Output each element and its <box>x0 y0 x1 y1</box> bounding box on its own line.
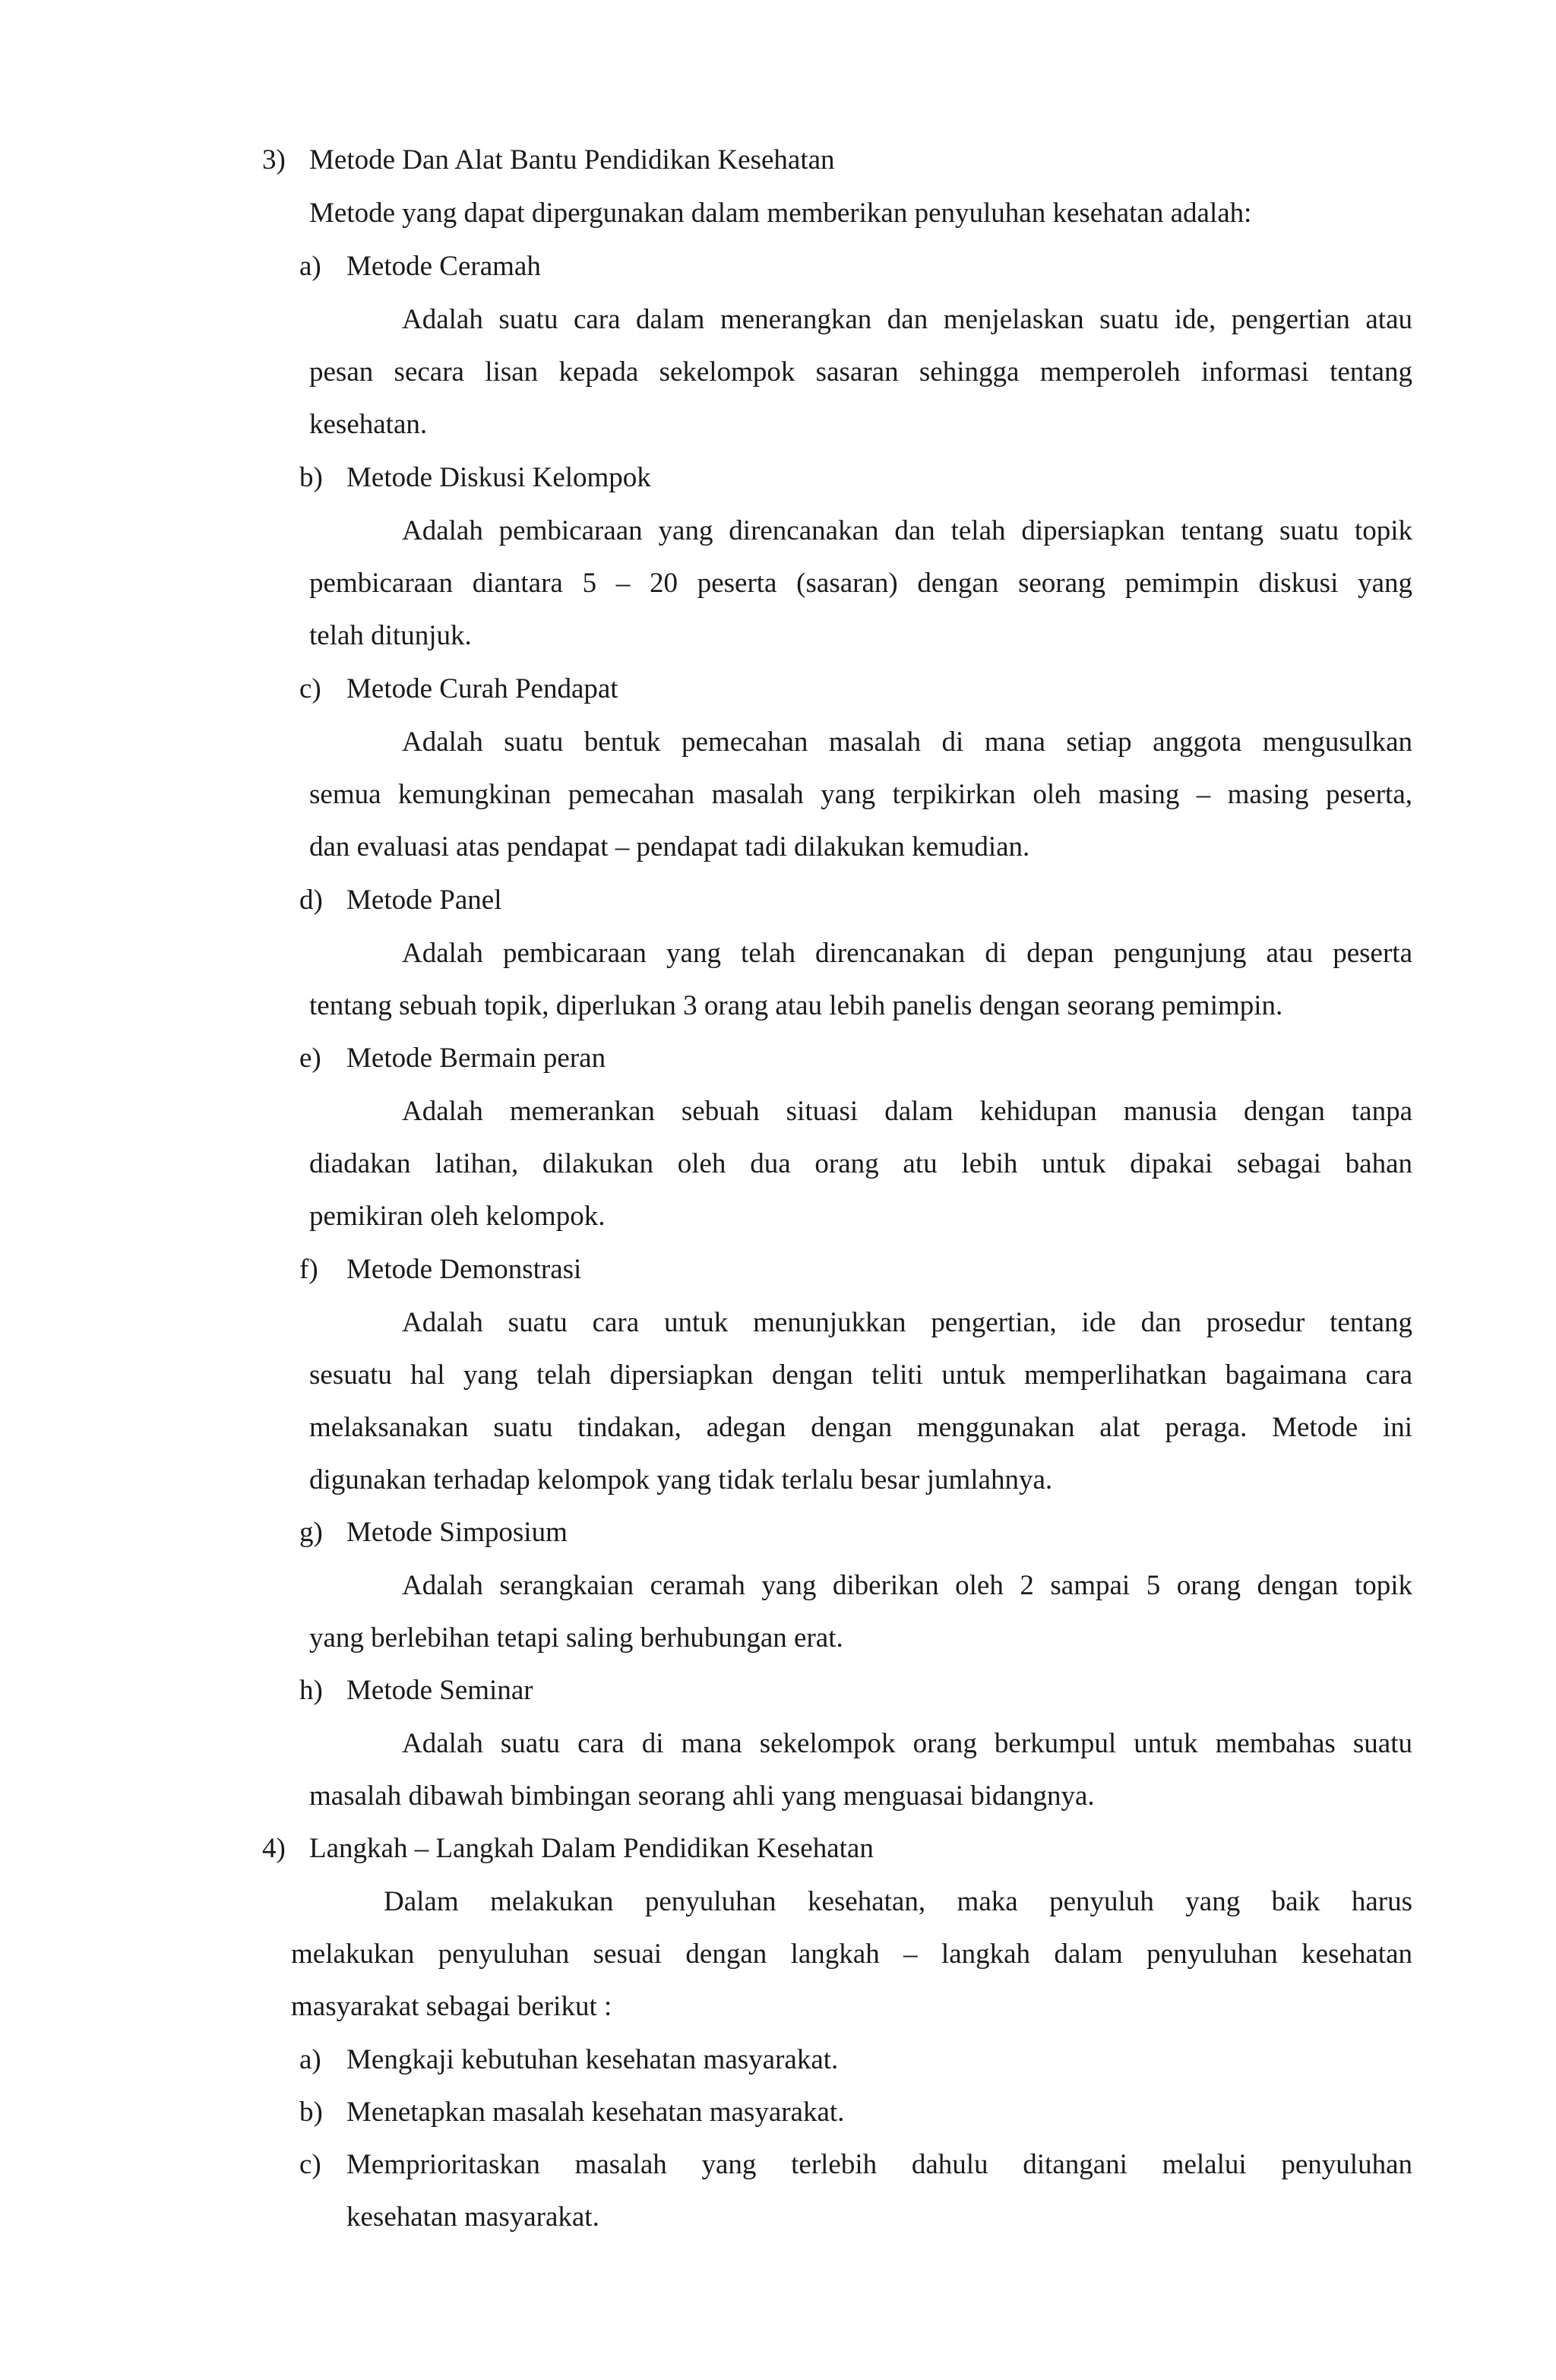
item-title: Metode Ceramah <box>346 251 541 282</box>
item-marker: f) <box>299 1254 318 1285</box>
item-marker: e) <box>299 1043 321 1074</box>
item-marker: a) <box>299 251 321 282</box>
step-text: kesehatan masyarakat. <box>346 2201 599 2233</box>
item-marker: c) <box>299 673 321 704</box>
paragraph-line: Dalam melakukan penyuluhan kesehatan, maka penyuluh yang baik harus <box>384 1886 1412 1917</box>
item-title: Metode Seminar <box>346 1675 533 1706</box>
paragraph-line: kesehatan. <box>309 409 428 440</box>
paragraph-line: melakukan penyuluhan sesuai dengan langkah – langkah dalam penyuluhan kesehatan <box>291 1938 1412 1970</box>
paragraph-line: pemikiran oleh kelompok. <box>309 1201 606 1232</box>
paragraph-line: dan evaluasi atas pendapat – pendapat tadi dilakukan kemudian. <box>309 831 1030 862</box>
section-3-heading: Metode Dan Alat Bantu Pendidikan Kesehatan <box>309 144 835 176</box>
paragraph-line: yang berlebihan tetapi saling berhubungan erat. <box>309 1622 843 1654</box>
paragraph-line: Adalah suatu cara dalam menerangkan dan menjelaskan suatu ide, pengertian atau <box>402 304 1412 335</box>
item-title: Metode Panel <box>346 885 502 916</box>
paragraph-line: tentang sebuah topik, diperlukan 3 orang atau lebih panelis dengan seorang pemimpin. <box>309 990 1283 1021</box>
item-title: Metode Bermain peran <box>346 1043 606 1074</box>
paragraph-line: pembicaraan diantara 5 – 20 peserta (sasaran) dengan seorang pemimpin diskusi yang <box>309 568 1412 599</box>
paragraph-line: Adalah pembicaraan yang telah direncanakan di depan pengunjung atau peserta <box>402 938 1412 969</box>
paragraph-line: masyarakat sebagai berikut : <box>291 1991 612 2022</box>
step-text: Mengkaji kebutuhan kesehatan masyarakat. <box>346 2044 839 2075</box>
paragraph-line: telah ditunjuk. <box>309 620 472 651</box>
section-4-number: 4) <box>262 1833 286 1864</box>
paragraph-line: melaksanakan suatu tindakan, adegan dengan menggunakan alat peraga. Metode ini <box>309 1412 1412 1443</box>
item-title: Metode Simposium <box>346 1517 568 1548</box>
item-title: Metode Diskusi Kelompok <box>346 462 651 493</box>
paragraph-line: Adalah memerankan sebuah situasi dalam kehidupan manusia dengan tanpa <box>402 1096 1412 1127</box>
step-marker: a) <box>299 2044 321 2075</box>
section-4-heading: Langkah – Langkah Dalam Pendidikan Kesehatan <box>309 1833 874 1864</box>
item-marker: d) <box>299 885 323 916</box>
paragraph-line: Adalah suatu cara untuk menunjukkan pengertian, ide dan prosedur tentang <box>402 1307 1412 1338</box>
paragraph-line: Adalah serangkaian ceramah yang diberikan oleh 2 sampai 5 orang dengan topik <box>402 1570 1412 1601</box>
paragraph-line: pesan secara lisan kepada sekelompok sasaran sehingga memperoleh informasi tentang <box>309 356 1412 388</box>
section-3-number: 3) <box>262 144 286 176</box>
paragraph-line: diadakan latihan, dilakukan oleh dua orang atu lebih untuk dipakai sebagai bahan <box>309 1148 1412 1179</box>
paragraph-line: sesuatu hal yang telah dipersiapkan dengan teliti untuk memperlihatkan bagaimana cara <box>309 1359 1412 1391</box>
step-text: Menetapkan masalah kesehatan masyarakat. <box>346 2097 845 2128</box>
item-title: Metode Demonstrasi <box>346 1254 582 1285</box>
item-marker: h) <box>299 1675 323 1706</box>
paragraph-line: digunakan terhadap kelompok yang tidak terlalu besar jumlahnya. <box>309 1464 1053 1495</box>
step-text: Memprioritaskan masalah yang terlebih dahulu ditangani melalui penyuluhan <box>346 2149 1412 2180</box>
step-marker: c) <box>299 2149 321 2180</box>
item-title: Metode Curah Pendapat <box>346 673 618 704</box>
paragraph-line: Adalah pembicaraan yang direncanakan dan telah dipersiapkan tentang suatu topik <box>402 515 1412 546</box>
paragraph-line: Adalah suatu cara di mana sekelompok orang berkumpul untuk membahas suatu <box>402 1728 1412 1759</box>
paragraph-line: masalah dibawah bimbingan seorang ahli yang menguasai bidangnya. <box>309 1780 1095 1812</box>
paragraph-line: Adalah suatu bentuk pemecahan masalah di mana setiap anggota mengusulkan <box>402 726 1412 758</box>
item-marker: b) <box>299 462 323 493</box>
step-marker: b) <box>299 2097 323 2128</box>
section-3-intro: Metode yang dapat dipergunakan dalam memberikan penyuluhan kesehatan adalah: <box>309 198 1252 229</box>
paragraph-line: semua kemungkinan pemecahan masalah yang terpikirkan oleh masing – masing peserta, <box>309 779 1412 810</box>
item-marker: g) <box>299 1517 323 1548</box>
